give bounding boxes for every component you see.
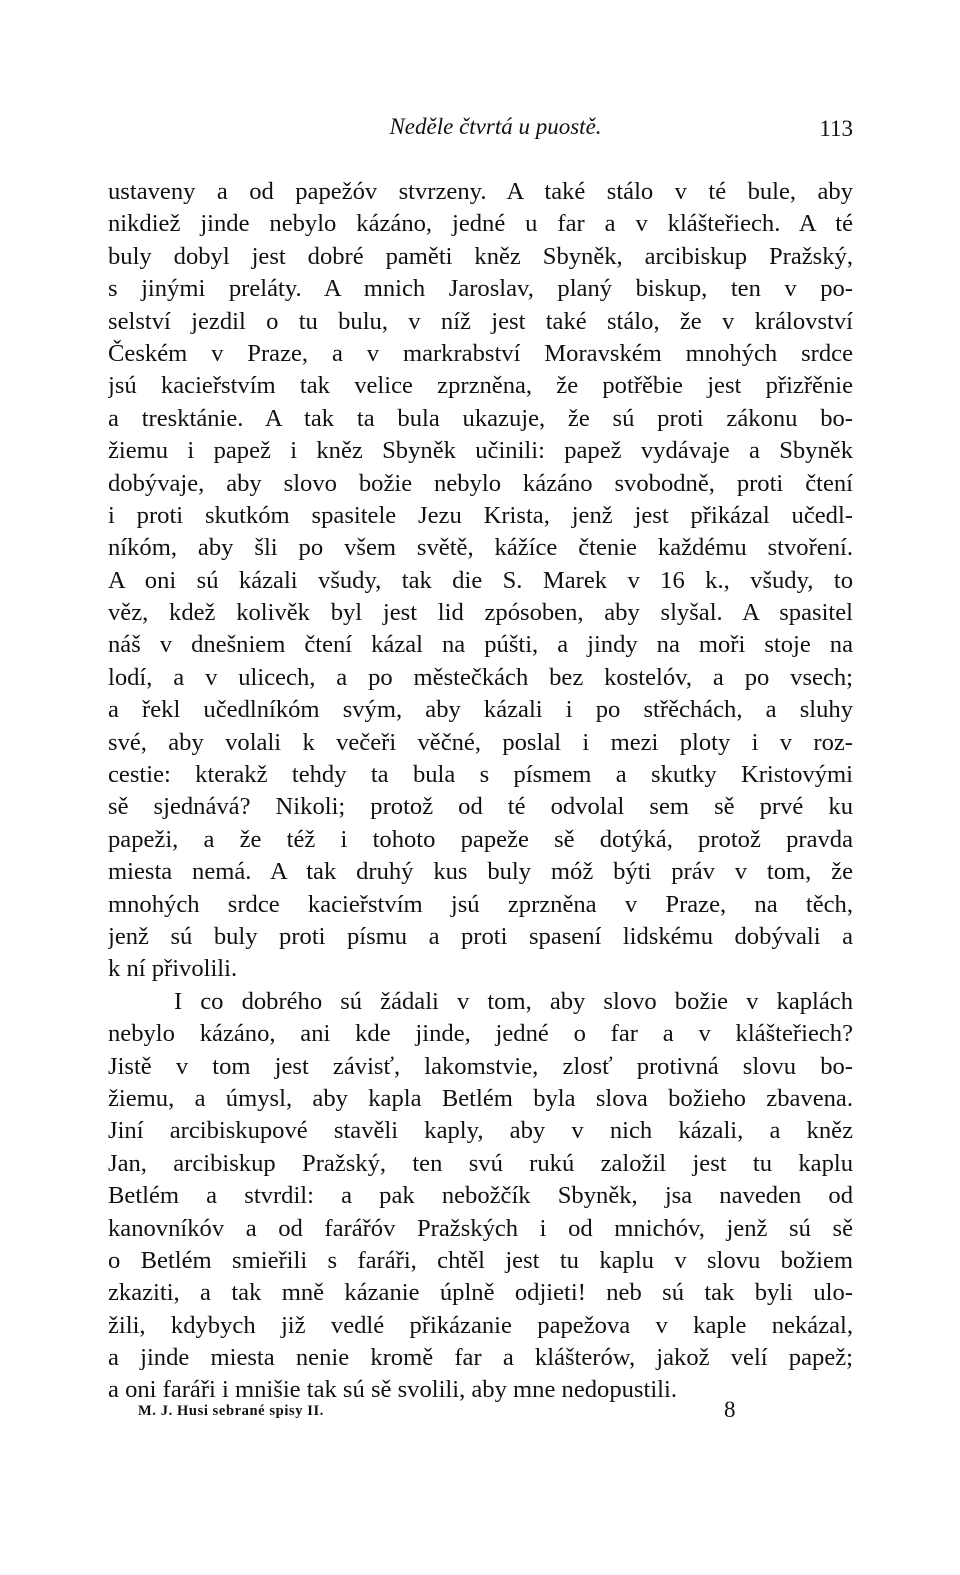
text-line: žili, kdybych již vedlé přikázanie papežova v kaple nekázal, xyxy=(108,1311,853,1339)
text-line: Jan, arcibiskup Pražský, ten svú rukú založil jest tu kaplu xyxy=(108,1149,853,1177)
text-line: a řekl učedlníkóm svým, aby kázali i po střěchách, a sluhy xyxy=(108,696,853,724)
text-line: papeži, a že též i tohoto papeže sě dotýká, protož pravda xyxy=(108,825,853,853)
text-line: a oni faráři i mnišie tak sú sě svolili, aby mne nedopustili. xyxy=(108,1376,677,1404)
text-line: náš v dnešniem čtení kázal na púšti, a jindy na moři stoje na xyxy=(108,631,853,659)
text-line: dobývaje, aby slovo božie nebylo kázáno svobodně, proti čtení xyxy=(108,469,853,497)
text-line: miesta nemá. A tak druhý kus buly móž býti práv v tom, že xyxy=(108,858,853,886)
text-line: níkóm, aby šli po všem světě, kážíce čtenie každému stvoření. xyxy=(108,534,853,562)
text-line: lodí, a v ulicech, a po městečkách bez kostelóv, a po vsech; xyxy=(108,663,853,691)
text-line: žiemu, a úmysl, aby kapla Betlém byla slova božieho zbavena. xyxy=(108,1084,853,1112)
text-line: s jinými preláty. A mnich Jaroslav, planý biskup, ten v po- xyxy=(108,275,853,303)
text-line: své, aby volali k večeři věčné, poslal i mezi ploty i v roz- xyxy=(108,728,853,756)
text-line: věz, kdež kolivěk byl jest lid zpósoben, aby slyšal. A spasitel xyxy=(108,599,853,627)
paragraph-2 xyxy=(108,986,853,1407)
text-line: a tresktánie. A tak ta bula ukazuje, že sú proti zákonu bo- xyxy=(108,404,853,432)
text-line: nebylo kázáno, ani kde jinde, jedné o far a v klášteřiech? xyxy=(108,1020,853,1048)
text-line: a jinde miesta nenie kromě far a klášterów, jakož velí papež; xyxy=(108,1344,853,1372)
text-line: nikdiež jinde nebylo kázáno, jedné u far a v klášteřiech. A té xyxy=(108,210,853,238)
text-line: mnohých srdce kacieřstvím jsú zprzněna v Praze, na těch, xyxy=(108,890,853,918)
text-line: A oni sú kázali všudy, tak die S. Marek v 16 k., všudy, to xyxy=(108,566,853,594)
text-line: jsú kacieřstvím tak velice zprzněna, že potřěbie jest přizřěnie xyxy=(108,372,853,400)
text-line: cestie: kterakž tehdy ta bula s písmem a skutky Kristovými xyxy=(108,761,853,789)
text-line: selství jezdil o tu bulu, v níž jest také stálo, že v království xyxy=(108,307,853,335)
text-line: zkaziti, a tak mně kázanie úplně odjieti! neb sú tak byli ulo- xyxy=(108,1279,853,1307)
sheet-number: 8 xyxy=(724,1397,736,1422)
text-line: buly dobyl jest dobré paměti kněz Sbyněk, arcibiskup Pražský, xyxy=(108,242,853,270)
paragraph-1 xyxy=(108,176,853,986)
text-line: kanovníkóv a od farářóv Pražských i od mnichóv, jenž sú sě xyxy=(108,1214,853,1242)
text-line: i proti skutkóm spasitele Jezu Krista, jenž jest přikázal učedl- xyxy=(108,501,853,529)
text-line: I co dobrého sú žádali v tom, aby slovo božie v kaplách xyxy=(174,987,853,1015)
text-line: Jistě v tom jest závisť, lakomstvie, zlosť protivná slovu bo- xyxy=(108,1052,853,1080)
page-footer xyxy=(108,1397,853,1427)
text-line: jenž sú buly proti písmu a proti spasení lidskému dobývali a xyxy=(108,922,853,950)
text-line: k ní přivolili. xyxy=(108,955,238,983)
page-number: 113 xyxy=(819,116,853,141)
text-line: o Betlém smieřili s faráři, chtěl jest tu kaplu v slovu božiem xyxy=(108,1246,853,1274)
text-line: sě sjednává? Nikoli; protož od té odvolal sem sě prvé ku xyxy=(108,793,853,821)
text-line: Českém v Praze, a v markrabství Moravském mnohých srdce xyxy=(108,339,853,367)
text-line: žiemu i papež i kněz Sbyněk učinili: papež vydávaje a Sbyněk xyxy=(108,437,853,465)
text-line: ustaveny a od papežóv stvrzeny. A také stálo v té bule, aby xyxy=(108,178,853,205)
sheet-signature: M. J. Husi sebrané spisy II. xyxy=(138,1403,324,1419)
text-line: Jiní arcibiskupové stavěli kaply, aby v nich kázali, a kněz xyxy=(108,1117,853,1145)
body-text xyxy=(108,176,853,1407)
running-head xyxy=(108,111,853,143)
running-title: Neděle čtvrtá u puostě. xyxy=(389,114,602,139)
text-line: Betlém a stvrdil: a pak nebožčík Sbyněk, jsa naveden od xyxy=(108,1182,853,1210)
